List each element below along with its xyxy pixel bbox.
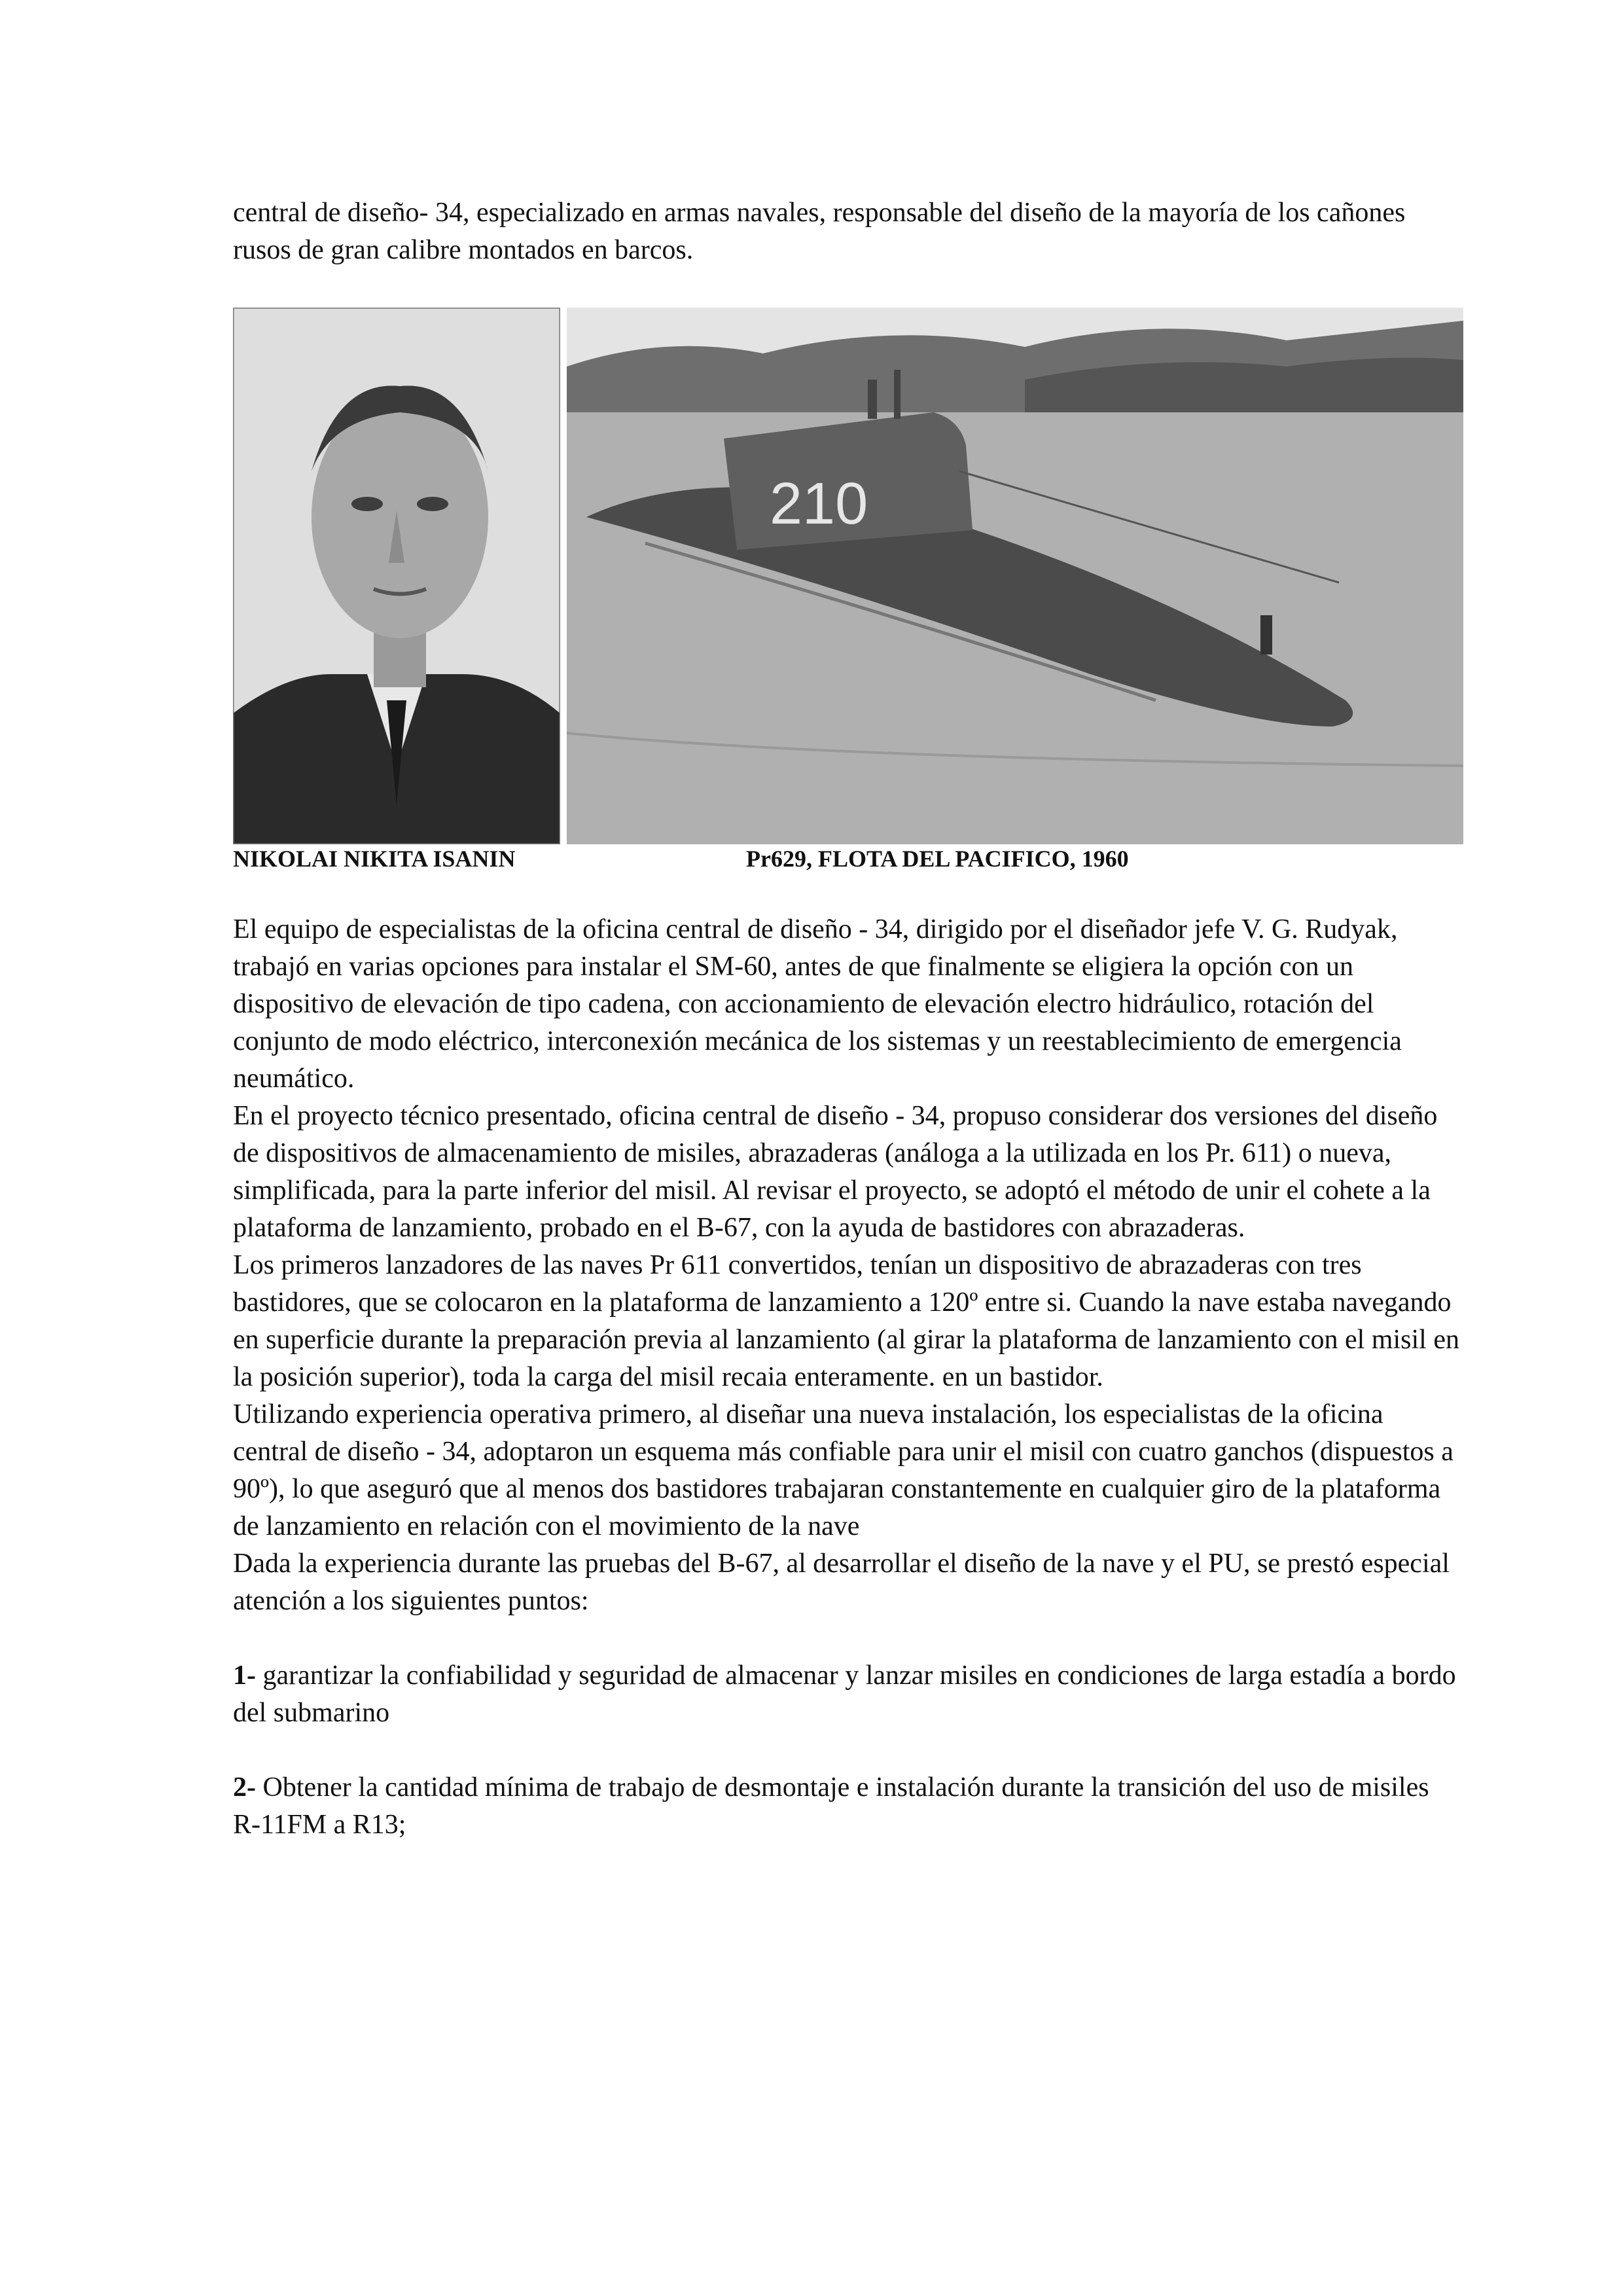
list-item — [233, 1657, 1463, 1732]
submarine-photo — [567, 308, 1463, 844]
list-item-number: 1- — [233, 1660, 256, 1691]
paragraph: Dada la experiencia durante las pruebas del B-67, al desarrollar el diseño de la nave y el PU, se prestó especial atención a los siguientes puntos: — [233, 1549, 1450, 1616]
figures-row — [233, 308, 1463, 844]
paragraph: Los primeros lanzadores de las naves Pr 611 convertidos, tenían un dispositivo de abrazaderas con tres bastidores, que se colocaron en la plataforma de lanzamiento a 120º entre si. Cuando la nave estaba navegando en superficie durante la preparación previa al lanzamiento (al girar la plataforma de lanzamiento con el misil en la posición superior), toda la carga del misil recaia enteramente. en un bastidor. — [233, 1250, 1459, 1392]
paragraph: Utilizando experiencia operativa primero, al diseñar una nueva instalación, los especialistas de la oficina central de diseño - 34, adoptaron un esquema más confiable para unir el misil con cuatro ganchos (dispuestos a 90º), lo que aseguró que al menos dos bastidores trabajaran constantemente en cualquier giro de la plataforma de lanzamiento en relación con el movimiento de la nave — [233, 1399, 1454, 1541]
portrait-caption: NIKOLAI NIKITA ISANIN — [233, 846, 516, 872]
list-item-text: Obtener la cantidad mínima de trabajo de desmontaje e instalación durante la transición del uso de misiles R-11FM a R13; — [233, 1772, 1429, 1840]
hull-number: 210 — [770, 471, 868, 537]
body-text — [233, 911, 1463, 1844]
list-item — [233, 1769, 1463, 1844]
portrait-photo — [233, 308, 560, 844]
list-item-number: 2- — [233, 1772, 256, 1803]
intro-paragraph: central de diseño- 34, especializado en armas navales, responsable del diseño de la mayoría de los cañones rusos de gran calibre montados en barcos. — [233, 198, 1406, 265]
paragraph: El equipo de especialistas de la oficina central de diseño - 34, dirigido por el diseñador jefe V. G. Rudyak, trabajó en varias opciones para instalar el SM-60, antes de que finalmente se eligiera la opción con un dispositivo de elevación de tipo cadena, con accionamiento de elevación electro hidráulico, rotación del conjunto de modo eléctrico, interconexión mecánica de los sistemas y un reestablecimiento de emergencia neumático. — [233, 914, 1402, 1094]
list-item-text: garantizar la confiabilidad y seguridad de almacenar y lanzar misiles en condiciones de larga estadía a bordo del submarino — [233, 1660, 1456, 1728]
submarine-caption: Pr629, FLOTA DEL PACIFICO, 1960 — [746, 846, 1129, 872]
paragraph: En el proyecto técnico presentado, oficina central de diseño - 34, propuso considerar dos versiones del diseño de dispositivos de almacenamiento de misiles, abrazaderas (análoga a la utilizada en los Pr. 611) o nueva, simplificada, para la parte inferior del misil. Al revisar el proyecto, se adoptó el método de unir el cohete a la plataforma de lanzamiento, probado en el B-67, con la ayuda de bastidores con abrazaderas. — [233, 1101, 1438, 1243]
